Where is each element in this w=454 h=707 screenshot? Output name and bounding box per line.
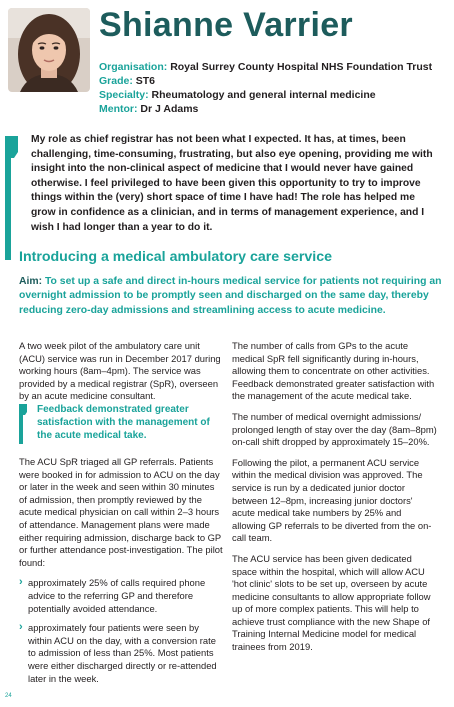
left-column-bottom — [19, 456, 224, 692]
page-number: 24 — [5, 693, 12, 699]
mentor-label: Mentor: — [99, 103, 138, 115]
callout-quote-icon — [19, 404, 27, 444]
quote-mark-icon — [5, 136, 18, 260]
callout-box — [19, 403, 219, 447]
mentor-value: Dr J Adams — [140, 103, 199, 115]
right-paragraph-4: The ACU service has been given dedicated space within the hospital, which will allow ACU 'hot clinic' slots to be set up, overseen by acute medicine consultants to allow appropriate follow up of more complex patients. This will help to achieve trust compliance with the new Shape of Training Internal Medicine model for medical trainees from 2019. — [232, 552, 431, 653]
organisation-line — [99, 60, 432, 74]
aim-text: To set up a safe and direct in-hours medical service for patients not requiring an overnight admission to be promptly seen and discharged on the same day, thereby reducing zero-day admissions and streamlining access to acute medicine. — [19, 276, 442, 316]
grade-label: Grade: — [99, 75, 133, 87]
section-title: Introducing a medical ambulatory care service — [19, 249, 333, 265]
right-paragraph-1: The number of calls from GPs to the acute medical SpR fell significantly during in-hours, allowing them to concentrate on other activities. Feedback demonstrated greater satisfaction with the management of the acute medical take. — [232, 340, 435, 402]
list-item: › approximately four patients were seen by within ACU on the day, with a conversion rate to admission of less than 25%. Most patients were either discharged directly or re-attended later in the week. — [19, 622, 224, 685]
right-paragraph-3: Following the pilot, a permanent ACU service within the medical division was approved. The service is run by a dedicated junior doctor between 12–8pm, increasing junior doctors' acute medical take numbers by 25% and allowing GP referrals to be diverted from the on-call team. — [232, 456, 432, 544]
callout-text: Feedback demonstrated greater satisfaction with the management of the acute medical take. — [37, 404, 210, 441]
findings-list — [19, 577, 224, 685]
aim-label: Aim: — [19, 276, 43, 287]
right-column — [232, 340, 437, 662]
left-paragraph-1: A two week pilot of the ambulatory care unit (ACU) service was run in December 2017 during working hours (8am–4pm). The service was provided by a medical registrar (SpR), overseen by an acute medicine consultant. — [19, 340, 221, 402]
organisation-value: Royal Surrey County Hospital NHS Foundation Trust — [170, 61, 433, 73]
mentor-line — [99, 102, 198, 116]
profile-name: Shianne Varrier — [99, 6, 353, 44]
grade-value: ST6 — [135, 75, 156, 87]
profile-photo — [8, 8, 90, 92]
grade-line — [99, 74, 155, 88]
specialty-line — [99, 88, 376, 102]
list-item: › approximately 25% of calls required phone advice to the referring GP and therefore potentially avoided attendance. — [19, 577, 224, 615]
specialty-value: Rheumatology and general internal medicine — [151, 89, 376, 101]
aim-statement — [19, 275, 443, 318]
intro-quote: My role as chief registrar has not been what I expected. It has, at times, been challenging, time-consuming, frustrating, but also eye opening, providing me with insight into the non-clinical aspect of medicine that I would never have gained otherwise. I feel privileged to have been given this opportunity to try to improve things within the (very) short space of time I have had! The role has helped me grow in confidence as a clinician, and in terms of management experience, and I wish I had longer than a year to do it. — [31, 134, 433, 233]
left-paragraph-2: The ACU SpR triaged all GP referrals. Patients were booked in for admission to ACU on the day or later in the week and seen within 30 minutes of admission, then promptly reviewed by the acute medical physician on call within 2–3 hours of attendance. Management plans were made either requiring admission, discharge back to GP or further attendance post-investigation. The pilot found: — [19, 456, 223, 568]
left-column-top — [19, 340, 224, 411]
right-paragraph-2: The number of medical overnight admissions/ prolonged length of stay over the day (8am–8pm) on-call shift dropped by approximately 15–20%. — [232, 410, 437, 448]
specialty-label: Specialty: — [99, 89, 149, 101]
organisation-label: Organisation: — [99, 61, 168, 73]
